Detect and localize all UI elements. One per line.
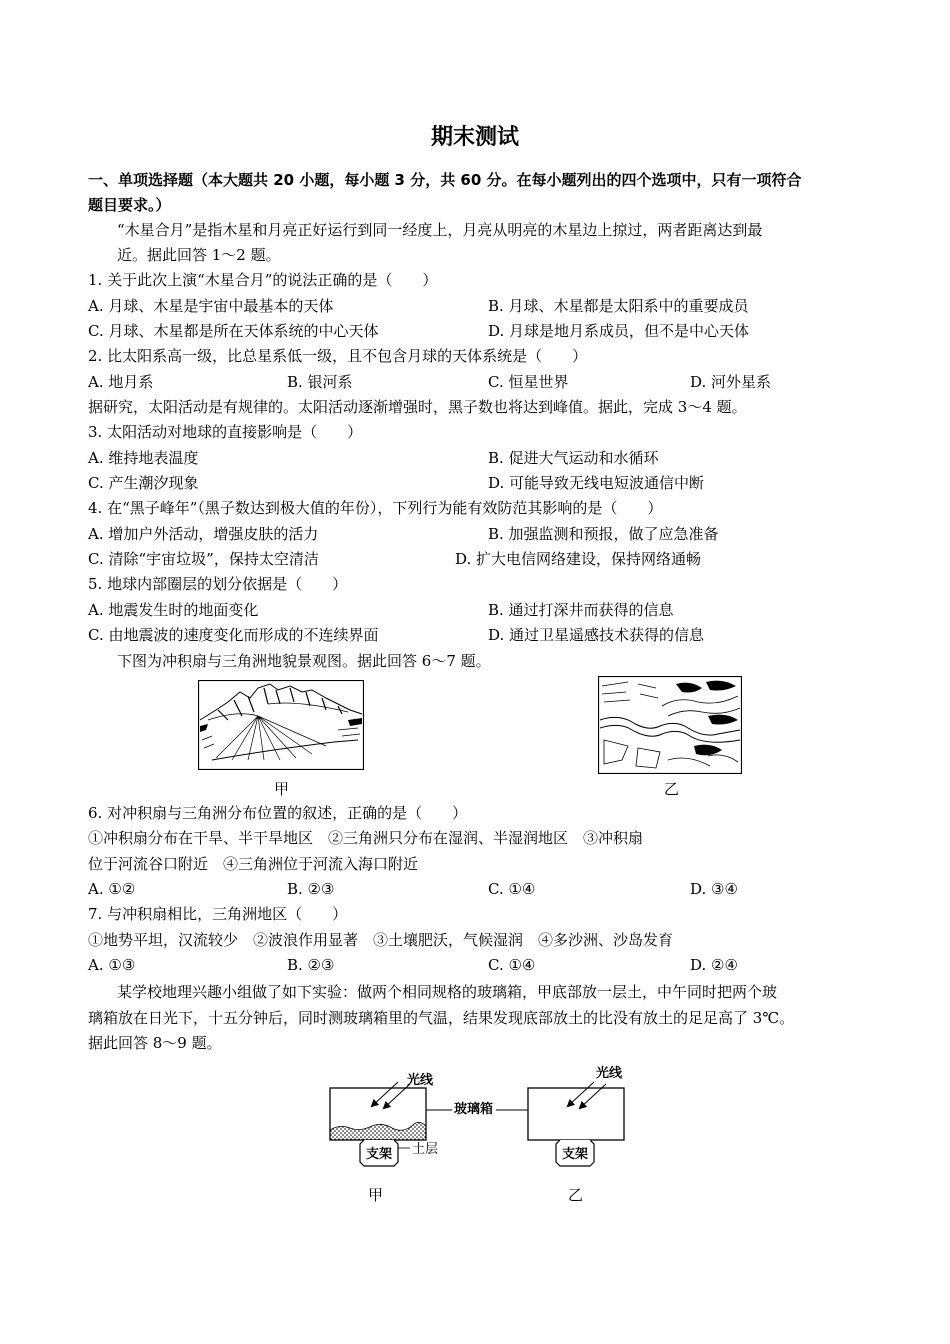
q7-option-c: C. ①④ <box>488 956 536 974</box>
delta-illustration <box>598 676 742 774</box>
passage-2: 据研究，太阳活动是有规律的。太阳活动逐渐增强时，黑子数也将达到峰值。据此，完成 3～4 题。 <box>88 398 747 416</box>
passage-4-line3: 据此回答 8～9 题。 <box>88 1034 222 1052</box>
q1-stem: 1. 关于此次上演“木星合月”的说法正确的是（ ） <box>88 271 438 289</box>
q4-option-b: B. 加强监测和预报，做了应急准备 <box>488 525 719 543</box>
stand-label-right: 支架 <box>562 1147 589 1162</box>
soil-layer-label: 土层 <box>412 1142 439 1157</box>
q2-option-d: D. 河外星系 <box>690 373 772 391</box>
q7-option-a: A. ①③ <box>88 956 136 974</box>
q3-option-b: B. 促进大气运动和水循环 <box>488 449 659 467</box>
passage-1-line1: “木星合月”是指木星和月亮正好运行到同一经度上，月亮从明亮的木星边上掠过，两者距离达到最 <box>117 221 763 239</box>
q6-option-b: B. ②③ <box>287 880 335 898</box>
passage-3: 下图为冲积扇与三角洲地貌景观图。据此回答 6～7 题。 <box>117 652 491 670</box>
q4-option-c: C. 清除“宇宙垃圾”，保持太空清洁 <box>88 550 319 568</box>
q1-option-d: D. 月球是地月系成员，但不是中心天体 <box>488 322 750 340</box>
section-heading-line2: 题目要求。） <box>88 196 171 214</box>
q3-option-c: C. 产生潮汐现象 <box>88 474 199 492</box>
glass-box-label: 玻璃箱 <box>454 1102 494 1117</box>
q6-statements-line1: ①冲积扇分布在干旱、半干旱地区 ②三角洲只分布在湿润、半湿润地区 ③冲积扇 <box>88 829 644 847</box>
section-heading-line1: 一、单项选择题（本大题共 20 小题，每小题 3 分，共 60 分。在每小题列出的四个选项中，只有一项符合 <box>88 171 802 189</box>
q6-option-c: C. ①④ <box>488 880 536 898</box>
q5-option-c: C. 由地震波的速度变化而形成的不连续界面 <box>88 626 379 644</box>
q5-stem: 5. 地球内部圈层的划分依据是（ ） <box>88 575 348 593</box>
light-label-right: 光线 <box>596 1066 623 1081</box>
figure-1-caption-left: 甲 <box>274 780 290 798</box>
q4-option-a: A. 增加户外活动，增强皮肤的活力 <box>88 525 319 543</box>
q2-option-a: A. 地月系 <box>88 373 154 391</box>
q4-stem: 4. 在“黑子峰年”（黑子数达到极大值的年份），下列行为能有效防范其影响的是（ ） <box>88 499 663 517</box>
q6-option-a: A. ①② <box>88 880 136 898</box>
q3-option-d: D. 可能导致无线电短波通信中断 <box>488 474 705 492</box>
light-label-left: 光线 <box>407 1073 434 1088</box>
passage-4-line2: 璃箱放在日光下，十五分钟后，同时测玻璃箱里的气温，结果发现底部放土的比没有放土的足足高了 3℃。 <box>88 1009 795 1027</box>
q4-option-d: D. 扩大电信网络建设，保持网络通畅 <box>455 550 702 568</box>
q1-option-c: C. 月球、木星都是所在天体系统的中心天体 <box>88 322 379 340</box>
page-title: 期末测试 <box>430 125 519 150</box>
q6-statements-line2: 位于河流谷口附近 ④三角洲位于河流入海口附近 <box>88 855 419 873</box>
q3-stem: 3. 太阳活动对地球的直接影响是（ ） <box>88 423 363 441</box>
q2-stem: 2. 比太阳系高一级，比总星系低一级，且不包含月球的天体系统是（ ） <box>88 347 588 365</box>
passage-4-line1: 某学校地理兴趣小组做了如下实验：做两个相同规格的玻璃箱，甲底部放一层土，中午同时把两个玻 <box>117 983 778 1001</box>
figure-1-caption-right: 乙 <box>664 780 680 798</box>
q6-option-d: D. ③④ <box>690 880 738 898</box>
q2-option-c: C. 恒星世界 <box>488 373 569 391</box>
q5-option-a: A. 地震发生时的地面变化 <box>88 601 259 619</box>
alluvial-fan-illustration <box>198 680 364 770</box>
q1-option-a: A. 月球、木星是宇宙中最基本的天体 <box>88 297 334 315</box>
q7-option-b: B. ②③ <box>287 956 335 974</box>
q6-stem: 6. 对冲积扇与三角洲分布位置的叙述，正确的是（ ） <box>88 804 468 822</box>
q7-statements: ①地势平坦，汉流较少 ②波浪作用显著 ③土壤肥沃，气候湿润 ④多沙洲、沙岛发育 <box>88 931 674 949</box>
q1-option-b: B. 月球、木星都是太阳系中的重要成员 <box>488 297 749 315</box>
q3-option-a: A. 维持地表温度 <box>88 449 199 467</box>
q2-option-b: B. 银河系 <box>287 373 353 391</box>
q5-option-d: D. 通过卫星遥感技术获得的信息 <box>488 626 705 644</box>
figure-2-caption-left: 甲 <box>368 1186 384 1204</box>
figure-2-caption-right: 乙 <box>568 1186 584 1204</box>
q7-stem: 7. 与冲积扇相比，三角洲地区（ ） <box>88 905 348 923</box>
q7-option-d: D. ②④ <box>690 956 738 974</box>
passage-1-line2: 近。据此回答 1～2 题。 <box>117 246 281 264</box>
stand-label-left: 支架 <box>366 1147 393 1162</box>
q5-option-b: B. 通过打深井而获得的信息 <box>488 601 674 619</box>
